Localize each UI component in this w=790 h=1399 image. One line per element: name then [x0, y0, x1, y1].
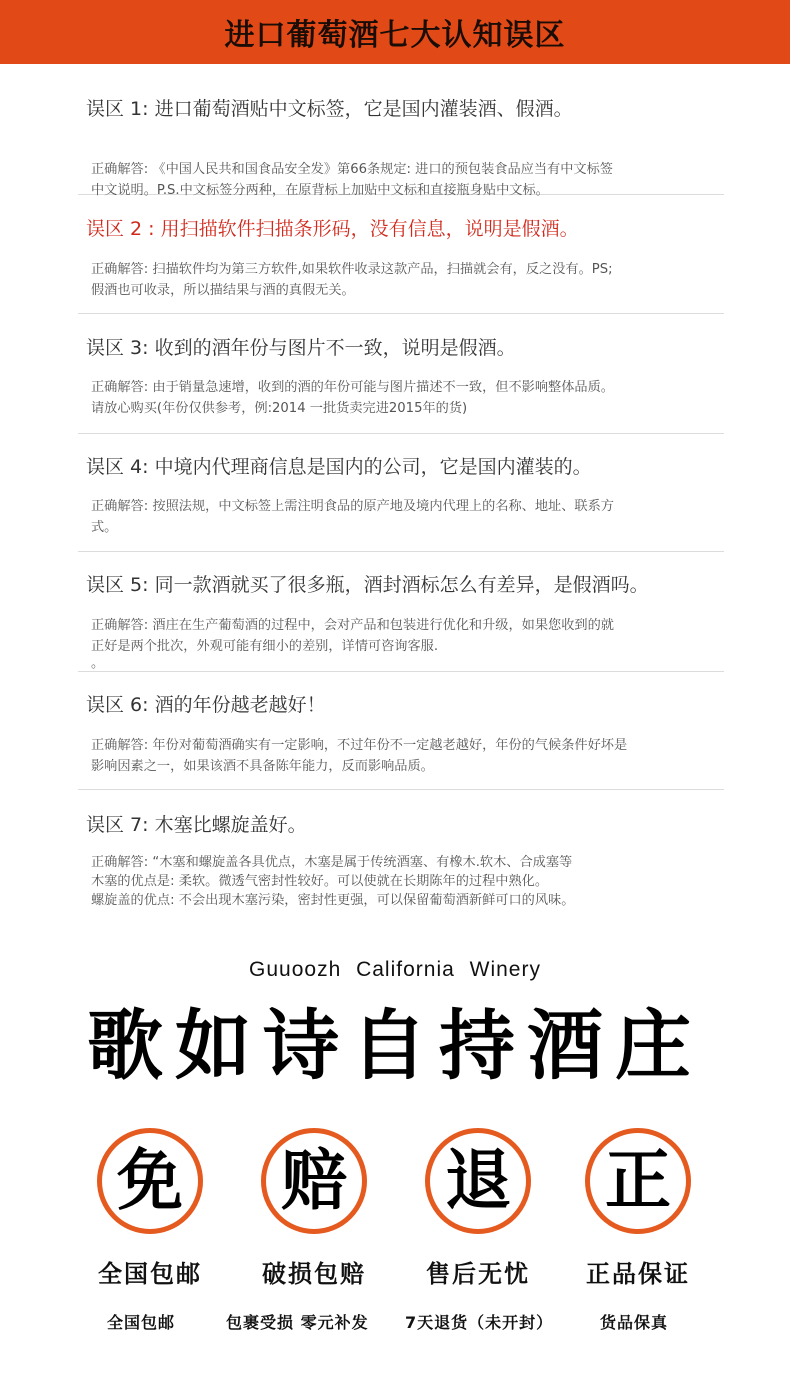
service-free-shipping — [65, 1128, 235, 1289]
service-subtitles — [0, 1310, 790, 1340]
myth-item — [78, 551, 724, 672]
myth-item — [78, 671, 724, 790]
brand-chinese-name: 歌如诗自持酒庄 — [87, 1001, 703, 1090]
badge-char: 免 — [117, 1142, 183, 1219]
myth-item — [78, 313, 724, 434]
page-title: 进口葡萄酒七大认知误区 — [224, 18, 566, 53]
answer-line: 正好是两个批次，外观可能有细小的差别，详情可咨询客服. — [91, 639, 439, 654]
answer-line: 。 — [91, 656, 105, 671]
answer-line: 正确解答: “木塞和螺旋盖各具优点，木塞是属于传统酒塞、有橡木.软木、合成塞等 — [91, 855, 573, 870]
service-subtitle: 包裹受损 零元补发 — [226, 1313, 369, 1332]
myth-answer — [91, 615, 741, 671]
service-after-sales — [393, 1128, 563, 1289]
brand-english-name: Guuoozh California Winery — [249, 958, 541, 981]
service-damage-compensation — [229, 1128, 399, 1289]
answer-line: 影响因素之一，如果该酒不具备陈年能力，反而影响品质。 — [91, 759, 434, 774]
badge-char: 赔 — [281, 1142, 347, 1219]
answer-line: 正确解答: 由于销量急速增，收到的酒的年份可能与图片描述不一致，但不影响整体品质。 — [91, 380, 614, 395]
after-sales-badge — [425, 1128, 531, 1234]
answer-line: 正确解答: 扫描软件均为第三方软件,如果软件收录这款产品，扫描就会有，反之没有。PS; — [91, 262, 613, 277]
service-title: 售后无忧 — [426, 1260, 530, 1288]
answer-line: 正确解答: 酒庄在生产葡萄酒的过程中，会对产品和包装进行优化和升级，如果您收到的就 — [91, 618, 614, 633]
header-banner — [0, 0, 790, 64]
answer-line: 正确解答: 按照法规，中文标签上需注明食品的原产地及境内代理上的名称、地址、联系方 — [91, 499, 614, 514]
answer-line: 正确解答: 《中国人民共和国食品安全发》第66条规定: 进口的预包装食品应当有中文标签 — [91, 162, 613, 177]
answer-line: 螺旋盖的优点: 不会出现木塞污染，密封性更强，可以保留葡萄酒新鲜可口的风味。 — [91, 893, 575, 908]
service-genuine-guarantee — [553, 1128, 723, 1289]
genuine-guarantee-badge — [585, 1128, 691, 1234]
myth-item — [78, 789, 724, 919]
myth-title: 误区 3: 收到的酒年份与图片不一致，说明是假酒。 — [86, 337, 516, 359]
myth-answer — [91, 853, 741, 910]
myth-answer — [91, 496, 741, 538]
myth-answer — [91, 735, 741, 777]
answer-line: 木塞的优点是: 柔软。微透气密封性较好。可以使就在长期陈年的过程中熟化。 — [91, 874, 549, 889]
service-title: 全国包邮 — [98, 1260, 202, 1288]
myth-title: 误区 1: 进口葡萄酒贴中文标签，它是国内灌装酒、假酒。 — [86, 98, 573, 120]
myth-title: 误区 5: 同一款酒就买了很多瓶，酒封酒标怎么有差异，是假酒吗。 — [86, 574, 649, 596]
free-shipping-badge — [97, 1128, 203, 1234]
myth-item — [78, 194, 724, 314]
service-title: 破损包赔 — [262, 1260, 366, 1288]
myth-item — [78, 84, 724, 198]
answer-line: 中文说明。P.S.中文标签分两种，在原背标上加贴中文标和直接瓶身贴中文标。 — [91, 183, 549, 198]
badge-char: 退 — [445, 1142, 511, 1219]
answer-line: 式。 — [91, 520, 118, 535]
myth-title: 误区 4: 中境内代理商信息是国内的公司，它是国内灌装的。 — [86, 456, 592, 478]
answer-line: 请放心购买(年份仅供参考，例:2014 一批货卖完进2015年的货) — [91, 401, 468, 416]
myth-answer — [91, 377, 741, 419]
service-title: 正品保证 — [586, 1260, 690, 1288]
answer-line: 假酒也可收录，所以描结果与酒的真假无关。 — [91, 283, 355, 298]
myth-title: 误区 2 : 用扫描软件扫描条形码，没有信息，说明是假酒。 — [86, 218, 579, 240]
damage-compensation-badge — [261, 1128, 367, 1234]
service-subtitle: 货品保真 — [600, 1313, 669, 1332]
myth-answer — [91, 259, 741, 301]
answer-line: 正确解答: 年份对葡萄酒确实有一定影响，不过年份不一定越老越好，年份的气候条件好坏是 — [91, 738, 628, 753]
myth-title: 误区 7: 木塞比螺旋盖好。 — [86, 814, 307, 836]
myth-item — [78, 433, 724, 552]
service-subtitle: 7天退货（未开封） — [405, 1313, 554, 1332]
service-subtitle: 全国包邮 — [107, 1313, 176, 1332]
myth-title: 误区 6: 酒的年份越老越好！ — [86, 694, 326, 716]
service-guarantees — [0, 1128, 790, 1328]
badge-char: 正 — [605, 1142, 671, 1219]
